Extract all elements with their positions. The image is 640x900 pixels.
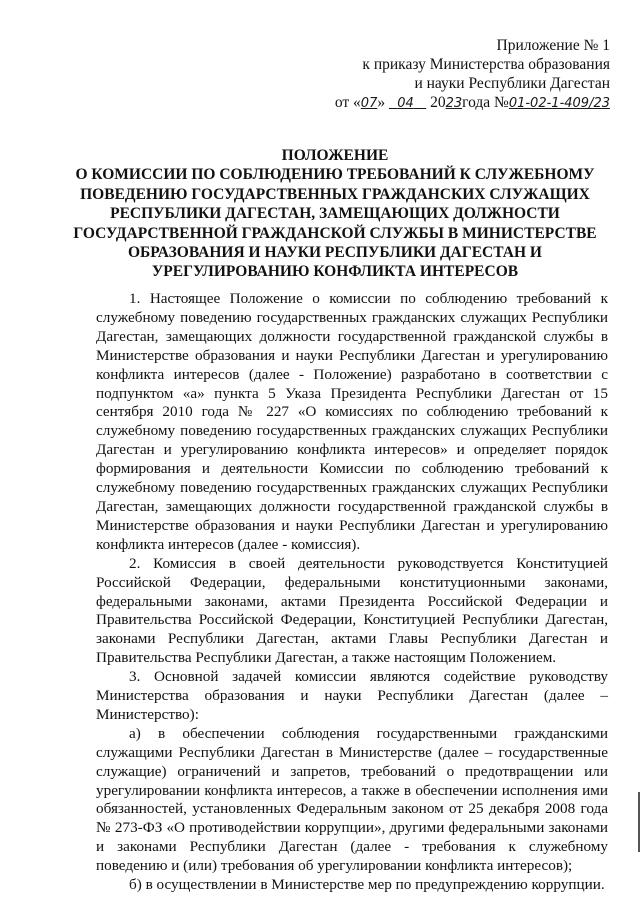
paragraph-3a: а) в обеспечении соблюдения государственными гражданскими служащими Республики Дагестан в Министерстве (далее – государственные служащие) ограничений и запретов, требований о предотвращении или урегулировании конфликта интересов, а также в обеспечении исполнения ими обязанностей, установленных Федеральным законом от 25 декабря 2008 года № 273-ФЗ «О противодействии коррупции», другими федеральными законами и законами Республики Дагестан (далее - требования к служебному поведению и (или) требования об урегулировании конфликта интересов); (96, 724, 608, 875)
title-line: ПОВЕДЕНИЮ ГОСУДАРСТВЕННЫХ ГРАЖДАНСКИХ СЛУЖАЩИХ (80, 185, 590, 203)
date-year: 23 (445, 96, 463, 111)
appendix-ministry: и науки Республики Дагестан (414, 75, 610, 92)
paragraph-3: 3. Основной задачей комиссии являются содействие руководству Министерства образования и науки Республики Дагестан (далее – Министерство): (96, 668, 608, 723)
appendix-order-ref: к приказу Министерства образования (362, 56, 610, 73)
title-line: ПОЛОЖЕНИЕ (281, 147, 389, 164)
paragraph-3b: б) в осуществлении в Министерстве мер по предупреждению коррупции. (129, 876, 605, 894)
title-line: О КОМИССИИ ПО СОБЛЮДЕНИЮ ТРЕБОВАНИЙ К СЛУЖЕБНОМУ (75, 166, 595, 184)
date-year-prefix: 20 (430, 94, 446, 111)
appendix-title: Приложение № 1 (496, 37, 610, 54)
title-line: РЕСПУБЛИКИ ДАГЕСТАН, ЗАМЕЩАЮЩИХ ДОЛЖНОСТИ (110, 205, 560, 223)
title-line: ГОСУДАРСТВЕННОЙ ГРАЖДАНСКОЙ СЛУЖБЫ В МИНИСТЕРСТВЕ (73, 224, 597, 242)
date-mid: » (377, 94, 386, 111)
document-body (96, 290, 608, 895)
paragraph-1: 1. Настоящее Положение о комиссии по соблюдению требований к служебному поведению государственных гражданских служащих Республики Дагестан, замещающих должности государственной гражданской службы в Министерстве образования и науки Республики Дагестан и урегулированию конфликта интересов (далее - Положение) разработано в соответствии с подпунктом «а» пункта 5 Указа Президента Республики Дагестан от 15 сентября 2010 года № 227 «О комиссиях по соблюдению требований к служебному поведению государственных гражданских служащих Республики Дагестан и урегулированию конфликта интересов» и определяет порядок формирования и деятельности Комиссии по соблюдению требований к служебному поведению государственных гражданских служащих Республики Дагестан, замещающих должности государственной гражданской службы в Министерстве образования и науки Республики Дагестан и урегулированию конфликта интересов (далее - комиссия). (96, 290, 608, 553)
paragraph-2: 2. Комиссия в своей деятельности руководствуется Конституцией Российской Федерации, федеральными конституционными законами, федеральными законами, актами Президента Российской Федерации и Правительства Российской Федерации, Конституцией Республики Дагестан, законами Республики Дагестан, актами Главы Республики Дагестан и Правительства Республики Дагестан, а также настоящим Положением. (96, 554, 608, 667)
appendix-date-line (335, 93, 610, 113)
date-month: 04 (397, 96, 414, 111)
document-title (70, 146, 600, 282)
appendix-header (335, 36, 610, 113)
date-prefix: от « (334, 94, 361, 111)
title-line: ОБРАЗОВАНИЯ И НАУКИ РЕСПУБЛИКИ ДАГЕСТАН И (127, 244, 542, 262)
order-number: 01-02-1-409/23 (508, 96, 610, 111)
date-day: 07 (360, 96, 378, 111)
date-year-suffix: года № (462, 94, 509, 111)
title-line: УРЕГУЛИРОВАНИЮ КОНФЛИКТА ИНТЕРЕСОВ (151, 263, 519, 281)
